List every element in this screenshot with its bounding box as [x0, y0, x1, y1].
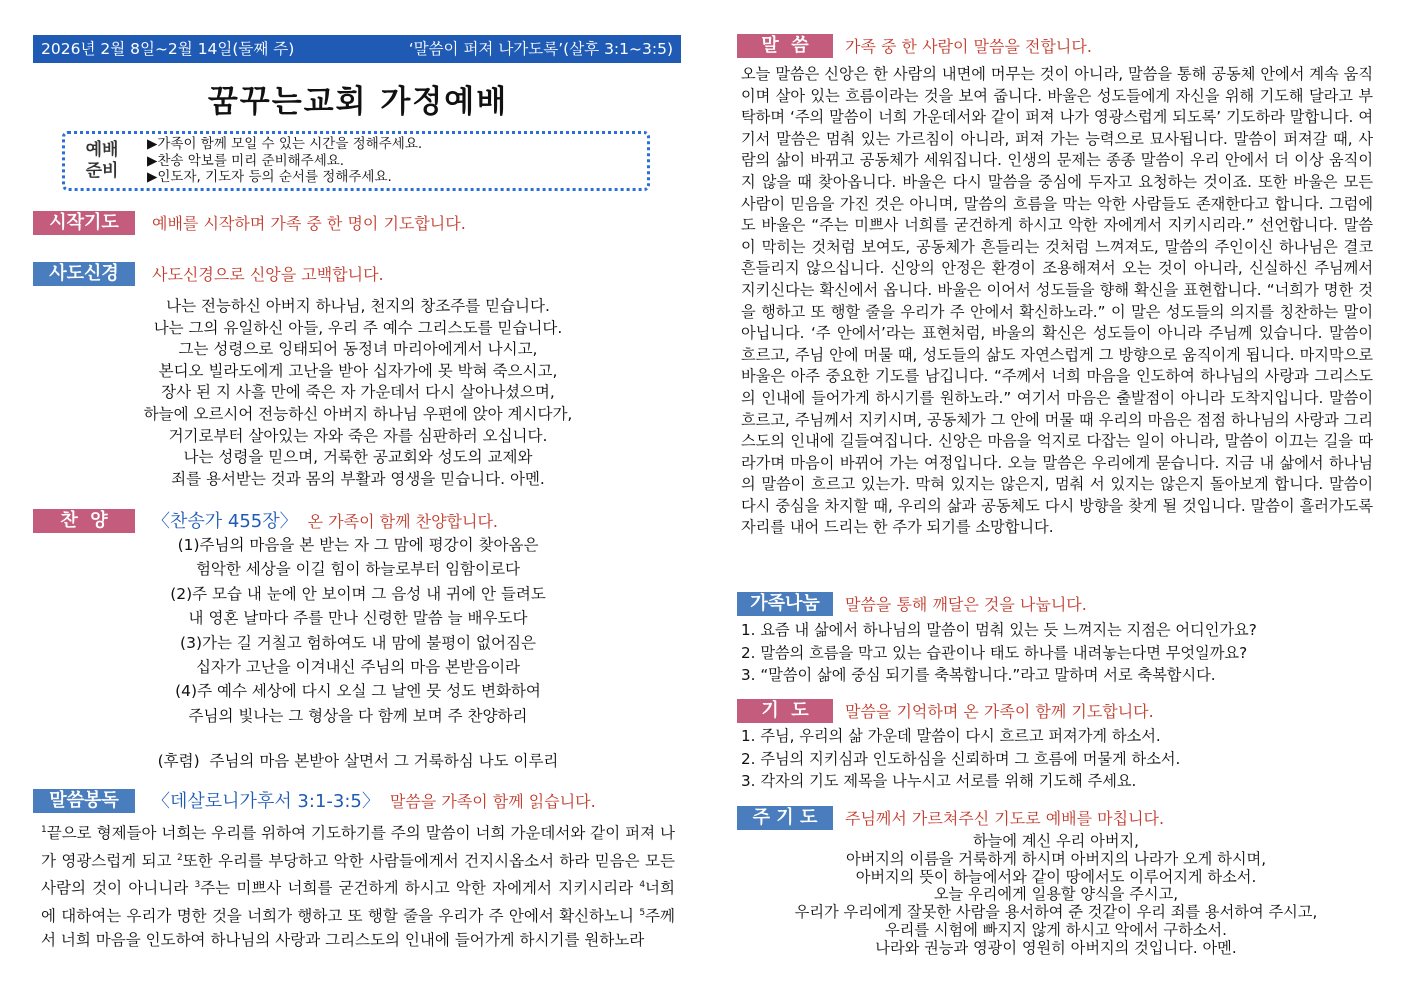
hymn-refrain: (후렴) 주님의 마음 본받아 살면서 그 거룩하심 나도 이루리 — [157, 752, 559, 770]
lords-prayer-text — [737, 833, 1375, 958]
list-item: 3. 각자의 기도 제목을 나누시고 서로를 위해 기도해 주세요. — [741, 772, 1137, 790]
prayer-items — [741, 725, 1373, 793]
section-tag: 기 도 — [737, 699, 833, 723]
prayer-line: 오늘 우리에게 일용할 양식을 주시고, — [933, 885, 1179, 904]
header-bar — [33, 35, 681, 63]
list-item: ▶찬송 악보를 미리 준비해주세요. — [147, 152, 345, 169]
prayer-line: 하늘에 계신 우리 아버지, — [972, 832, 1140, 850]
verse-text: 주는 미쁘사 너희를 굳건하게 하시고 악한 자에게서 지키시리라 — [200, 879, 640, 898]
section-desc: 말씀을 기억하며 온 가족이 함께 기도합니다. — [845, 702, 1154, 721]
creed-line: 나는 그의 유일하신 아들, 우리 주 예수 그리스도를 믿습니다. — [153, 318, 563, 337]
list-item: ▶인도자, 기도자 등의 순서를 정해주세요. — [147, 169, 392, 185]
hymn-lyrics — [33, 533, 683, 728]
section-tag: 시작기도 — [33, 211, 135, 235]
verse-number: 2 — [176, 852, 183, 863]
list-item: 1. 요즘 내 삶에서 하나님의 말씀이 멈춰 있는 듯 느껴지는 지점은 어디인가요? — [741, 621, 1257, 639]
section-desc: 말씀을 가족이 함께 읽습니다. — [389, 792, 596, 811]
prayer-line: 우리를 시험에 빠지지 않게 하시고 악에서 구하소서. — [885, 920, 1227, 939]
page-title: 꿈꾸는교회 가정예배 — [207, 84, 509, 120]
sermon-text: 오늘 말씀은 신앙은 한 사람의 내면에 머무는 것이 아니라, 말씀을 통해 공동체 안에서 계속 움직이며 살아 있는 흐름이라는 것을 보여 줍니다. 바울은 성도들에게 자신을 위해 기도해 달라고 부탁하며 ‘주의 말씀이 너희 가운데서와 같이 퍼져 나가 영광스럽게 되도록’ 기도하라 말합니다. 여기서 말씀은 멈춰 있는 가르침이 아니라, 퍼져 가는 능력으로 묘사됩니다. 말씀이 퍼져갈 때, 사람의 삶이 바뀌고 공동체가 세워집니다. 인생의 문제는 종종 말씀이 우리 안에서 더 이상 움직이지 않을 때 찾아옵니다. 바울은 다시 말씀을 중심에 두자고 요청하는 것이죠. 또한 바울은 모든 사람이 믿음을 가진 것은 아니며, 말씀의 흐름을 막는 악한 사람들도 존재한다고 합니다. 그럼에도 바울은 “주는 미쁘사 너희를 굳건하게 하시고 악한 자에게서 지키시리라.” 선언합니다. 말씀이 막히는 것처럼 보여도, 공동체가 흔들리는 것처럼 느껴져도, 말씀의 주인이신 하나님은 결코 흔들리지 않으십니다. 신앙의 안정은 환경이 조용해져서 오는 것이 아니라, 신실하신 주님께서 지키신다는 확신에서 옵니다. 바울은 이어서 성도들을 향해 확신을 표현합니다. “너희가 명한 것을 행하고 또 행할 줄을 우리가 주 안에서 확신하노라.” 이 말은 성도들의 의지를 칭찬하는 말이 아닙니다. ‘주 안에서’라는 표현처럼, 바울의 확신은 성도들이 아니라 주님께 있습니다. 말씀이 흐르고, 주님 안에 머물 때, 성도들의 삶도 자연스럽게 그 방향으로 움직이게 됩니다. 마지막으로 바울은 아주 중요한 기도를 남깁니다. “주께서 너희 마음을 인도하여 하나님의 사랑과 그리스도의 인내에 들어가게 하시기를 원하노라.” 여기서 마음은 출발점이 아니라 도착지입니다. 말씀이 흐르고, 주님께서 지키시며, 공동체가 그 안에 머물 때 우리의 마음은 점점 하나님의 사랑과 그리스도의 인내에 길들여집니다. 신앙은 마음을 억지로 다잡는 일이 아니라, 말씀이 이끄는 길을 따라가며 마음이 바뀌어 가는 여정입니다. 오늘 말씀은 우리에게 묻습니다. 지금 내 삶에서 하나님의 말씀이 흐르고 있는가. 막혀 있지는 않은지, 멈춰 서 있지는 않은지 돌아보게 합니다. 말씀이 다시 중심을 차지할 때, 우리의 삶과 공동체도 다시 방향을 찾게 될 것입니다. 말씀이 흘러가도록 자리를 내어 드리는 한 주가 되기를 소망합니다. — [741, 65, 1373, 537]
creed-line: 본디오 빌라도에게 고난을 받아 십자가에 못 박혀 죽으시고, — [158, 361, 558, 380]
section-desc: 가족 중 한 사람이 말씀을 전합니다. — [845, 37, 1092, 56]
list-item: 2. 말씀의 흐름을 막고 있는 습관이나 태도 하나를 내려놓는다면 무엇일까요? — [741, 643, 1248, 662]
hymn-reference: 〈찬송가 455장〉 — [152, 511, 298, 532]
section-tag: 사도신경 — [33, 262, 135, 286]
verse-text: 너희에 대하여는 우리가 명한 것을 너희가 행하고 또 행할 줄을 우리가 주 안에서 확신하노니 — [41, 879, 675, 925]
creed-line: 그는 성령으로 잉태되어 동정녀 마리아에게서 나시고, — [178, 340, 538, 359]
section-tag: 가족나눔 — [737, 592, 833, 616]
creed-line: 하늘에 오르시어 전능하신 아버지 하나님 우편에 앉아 계시다가, — [143, 404, 573, 423]
list-item: 1. 주님, 우리의 삶 가운데 말씀이 다시 흐르고 퍼져가게 하소서. — [741, 727, 1161, 745]
prayer-line: 아버지의 이름을 거룩하게 하시며 아버지의 나라가 오게 하시며, — [845, 849, 1267, 868]
prayer-line: 우리가 우리에게 잘못한 사람을 용서하여 준 것같이 우리 죄를 용서하여 주시고, — [794, 903, 1318, 922]
section-tag: 말 씀 — [737, 34, 833, 58]
creed-line: 장사 된 지 사흘 만에 죽은 자 가운데서 다시 살아나셨으며, — [161, 383, 555, 402]
hymn-line: (1)주님의 마음을 본 받는 자 그 맘에 평강이 찾아옴은 — [177, 536, 539, 554]
verse-text: 끝으로 형제들아 너희는 우리를 위하여 기도하기를 주의 말씀이 너희 가운데서와 같이 퍼져 나가 영광스럽게 되고 — [41, 824, 675, 870]
hymn-line: (2)주 모습 내 눈에 안 보이며 그 음성 내 귀에 안 들려도 — [170, 584, 546, 603]
preparation-label: 예배 준비 — [85, 140, 119, 181]
verse-text: 또한 우리를 부당하고 악한 사람들에게서 건지시옵소서 하라 믿음은 모든 사람의 것이 아니니라 — [41, 851, 675, 898]
theme-title: ‘말씀이 퍼져 나가도록’(살후 3:1~3:5) — [408, 40, 673, 58]
preparation-box — [62, 131, 650, 191]
list-item: 3. “말씀이 삶에 중심 되기를 축복합니다.”라고 말하며 서로 축복합시다. — [741, 666, 1216, 684]
hymn-line: 험악한 세상을 이길 힘이 하늘로부터 임함이로다 — [195, 560, 521, 579]
date-range: 2026년 2월 8일~2월 14일(둘째 주) — [41, 40, 295, 58]
hymn-line: (3)가는 길 거칠고 험하여도 내 맘에 불평이 없어짐은 — [180, 633, 536, 652]
verse-number: 1 — [41, 825, 47, 835]
hymn-line: 십자가 고난을 이겨내신 주님의 마음 본받음이라 — [195, 658, 521, 677]
prayer-line: 나라와 권능과 영광이 영원히 아버지의 것입니다. 아멘. — [875, 938, 1237, 957]
section-tag: 주 기 도 — [737, 806, 833, 830]
creed-text — [33, 296, 683, 490]
hymn-line: (4)주 예수 세상에 다시 오실 그 날엔 뭇 성도 변화하여 — [175, 682, 541, 701]
prayer-line: 아버지의 뜻이 하늘에서와 같이 땅에서도 이루어지게 하소서. — [855, 867, 1257, 886]
list-item: ▶가족이 함께 모일 수 있는 시간을 정해주세요. — [147, 136, 423, 152]
creed-line: 거기로부터 살아있는 자와 죽은 자를 심판하러 오십니다. — [168, 426, 548, 445]
section-desc: 예배를 시작하며 가족 중 한 명이 기도합니다. — [152, 214, 466, 233]
section-desc: 주님께서 가르쳐주신 기도로 예배를 마칩니다. — [845, 809, 1165, 828]
hymn-line: 내 영혼 날마다 주를 만나 신령한 말씀 늘 배우도다 — [188, 609, 528, 628]
list-item: 2. 주님의 지키심과 인도하심을 신뢰하며 그 흐름에 머물게 하소서. — [741, 749, 1181, 768]
preparation-items — [147, 136, 422, 186]
creed-line: 죄를 용서받는 것과 몸의 부활과 영생을 믿습니다. 아멘. — [171, 469, 545, 488]
hymn-line: 주님의 빛나는 그 형상을 다 함께 보며 주 찬양하리 — [188, 706, 528, 725]
verse-text: 주께서 너희 마음을 인도하여 하나님의 사랑과 그리스도의 인내에 들어가게 하시기를 원하노라 — [41, 906, 675, 950]
verse-number: 5 — [639, 907, 646, 918]
section-tag: 찬 양 — [33, 509, 135, 533]
section-desc: 온 가족이 함께 찬양합니다. — [307, 512, 499, 531]
sharing-questions — [741, 619, 1373, 687]
reading-reference: 〈데살로니가후서 3:1-3:5〉 — [152, 791, 380, 812]
creed-line: 나는 전능하신 아버지 하나님, 천지의 창조주를 믿습니다. — [166, 297, 550, 315]
section-desc: 사도신경으로 신앙을 고백합니다. — [152, 265, 384, 284]
verse-number: 4 — [639, 880, 646, 891]
section-tag: 말씀봉독 — [33, 789, 135, 813]
verse-number: 3 — [194, 880, 201, 891]
creed-line: 나는 성령을 믿으며, 거룩한 공교회와 성도의 교제와 — [183, 448, 533, 467]
section-desc: 말씀을 통해 깨달은 것을 나눕니다. — [845, 595, 1087, 614]
scripture-text — [41, 818, 675, 953]
